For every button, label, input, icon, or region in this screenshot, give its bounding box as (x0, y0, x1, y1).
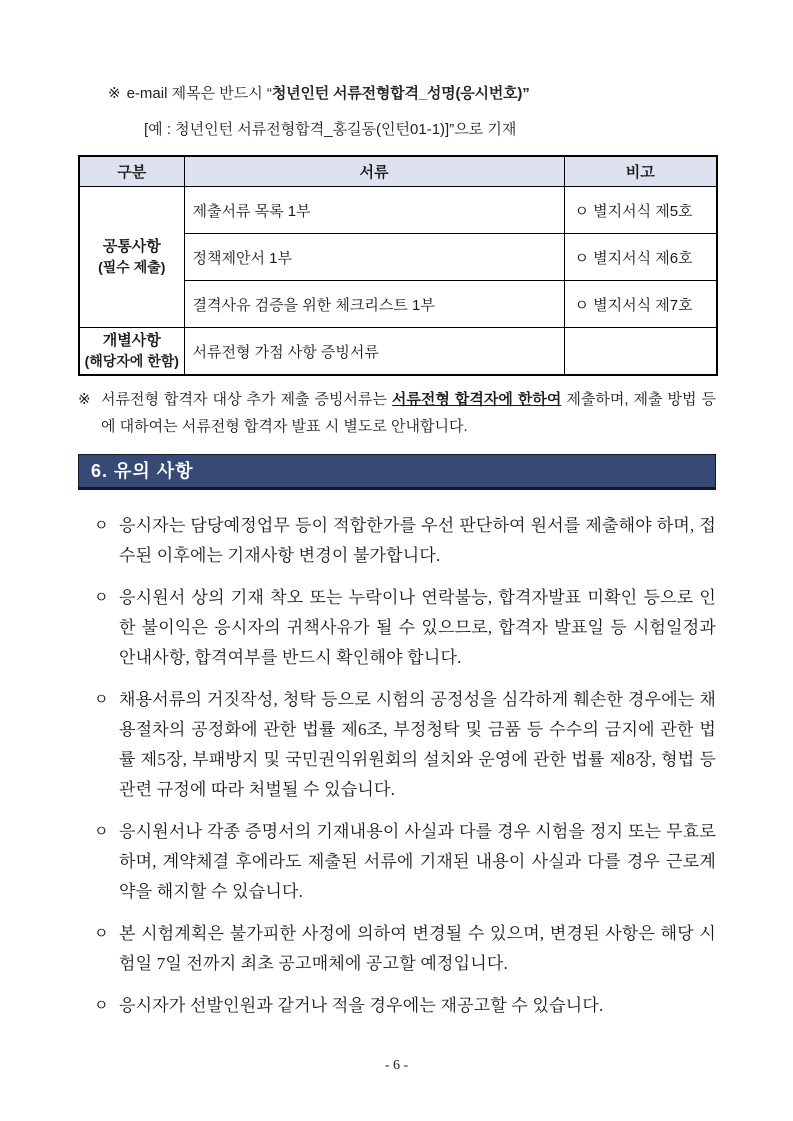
section-title: 6. 유의 사항 (91, 461, 194, 481)
email-subject-note-text: e-mail 제목은 반드시 “ (126, 85, 272, 102)
header-note: 비고 (564, 156, 717, 187)
submission-note-prefix: 서류전형 합격자 대상 추가 제출 증빙서류는 (101, 391, 392, 408)
notice-text: 응시자는 담당예정업무 등이 적합한가를 우선 판단하여 원서를 제출해야 하며, 접수된 이후에는 기재사항 변경이 불가합니다. (119, 516, 716, 565)
bullet-marker: ㅇ (94, 824, 109, 840)
document-content (78, 0, 716, 1033)
notice-text: 본 시험계획은 불가피한 사정에 의하여 변경될 수 있으며, 변경된 사항은 해당 시험일 7일 전까지 최초 공고매체에 공고할 예정입니다. (119, 924, 716, 973)
table-header-row (79, 156, 717, 187)
category-title: 개별사항 (102, 332, 161, 349)
category-subtitle: (필수 제출) (98, 259, 166, 275)
bullet-marker: ㅇ (94, 590, 109, 606)
table-row (79, 187, 717, 234)
submission-note (78, 386, 716, 440)
email-subject-note-line1 (78, 84, 716, 104)
email-subject-note-example: [예 : 청년인턴 서류전형합격_홍길동(인턴01-1)]”으로 기재 (144, 121, 517, 138)
reference-mark: ※ (108, 85, 121, 102)
submission-note-emphasis: 서류전형 합격자에 한하여 (391, 391, 562, 408)
notice-text: 응시원서 상의 기재 착오 또는 누락이나 연락불능, 합격자발표 미확인 등으로 인한 불이익은 응시자의 귀책사유가 될 수 있으므로, 합격자 발표일 등 시험일정과 안내사항, 합격여부를 반드시 확인해야 합니다. (119, 588, 716, 667)
category-title: 공통사항 (102, 238, 161, 255)
list-item (78, 991, 716, 1021)
category-cell-individual (79, 328, 184, 376)
bullet-marker: ㅇ (94, 518, 109, 534)
note-cell: ㅇ 별지서식 제5호 (564, 187, 717, 234)
note-cell: ㅇ 별지서식 제7호 (564, 281, 717, 328)
document-cell: 서류전형 가점 사항 증빙서류 (184, 328, 564, 376)
section-header-banner (78, 454, 716, 490)
list-item (78, 817, 716, 907)
bullet-marker: ㅇ (94, 692, 109, 708)
reference-mark: ※ (78, 391, 91, 408)
header-document: 서류 (184, 156, 564, 187)
documents-table (78, 155, 718, 376)
bullet-marker: ㅇ (94, 926, 109, 942)
category-subtitle: (해당자에 한함) (84, 353, 179, 369)
bullet-marker: ㅇ (94, 998, 109, 1014)
note-cell: ㅇ 별지서식 제6호 (564, 234, 717, 281)
submission-note-text (101, 386, 716, 440)
list-item (78, 685, 716, 805)
notice-text: 채용서류의 거짓작성, 청탁 등으로 시험의 공정성을 심각하게 훼손한 경우에는 채용절차의 공정화에 관한 법률 제6조, 부정청탁 및 금품 등 수수의 금지에 관한 법률 제5장, 부패방지 및 국민권익위원회의 설치와 운영에 관한 법률 제8장, 형법 등 관련 규정에 따라 처벌될 수 있습니다. (119, 690, 716, 799)
table-row (79, 328, 717, 376)
page-number: - 6 - (384, 1058, 409, 1073)
email-subject-note (78, 84, 716, 140)
document-cell: 결격사유 검증을 위한 체크리스트 1부 (184, 281, 564, 328)
category-cell-common (79, 187, 184, 328)
email-subject-format: 청년인턴 서류전형합격_성명(응시번호)” (271, 85, 530, 102)
list-item (78, 511, 716, 571)
document-cell: 정책제안서 1부 (184, 234, 564, 281)
list-item (78, 919, 716, 979)
document-cell: 제출서류 목록 1부 (184, 187, 564, 234)
list-item (78, 583, 716, 673)
notices-list (78, 511, 716, 1021)
header-category: 구분 (79, 156, 184, 187)
notice-text: 응시자가 선발인원과 같거나 적을 경우에는 재공고할 수 있습니다. (119, 996, 604, 1015)
submission-note-suffix: 제출하며, 제출 방법 등에 대하여는 서류전형 합격자 발표 시 별도로 안내합니다. (101, 391, 717, 435)
note-cell (564, 328, 717, 376)
notice-text: 응시원서나 각종 증명서의 기재내용이 사실과 다를 경우 시험을 정지 또는 무효로 하며, 계약체결 후에라도 제출된 서류에 기재된 내용이 사실과 다를 경우 근로계약을 해지할 수 있습니다. (119, 822, 716, 901)
